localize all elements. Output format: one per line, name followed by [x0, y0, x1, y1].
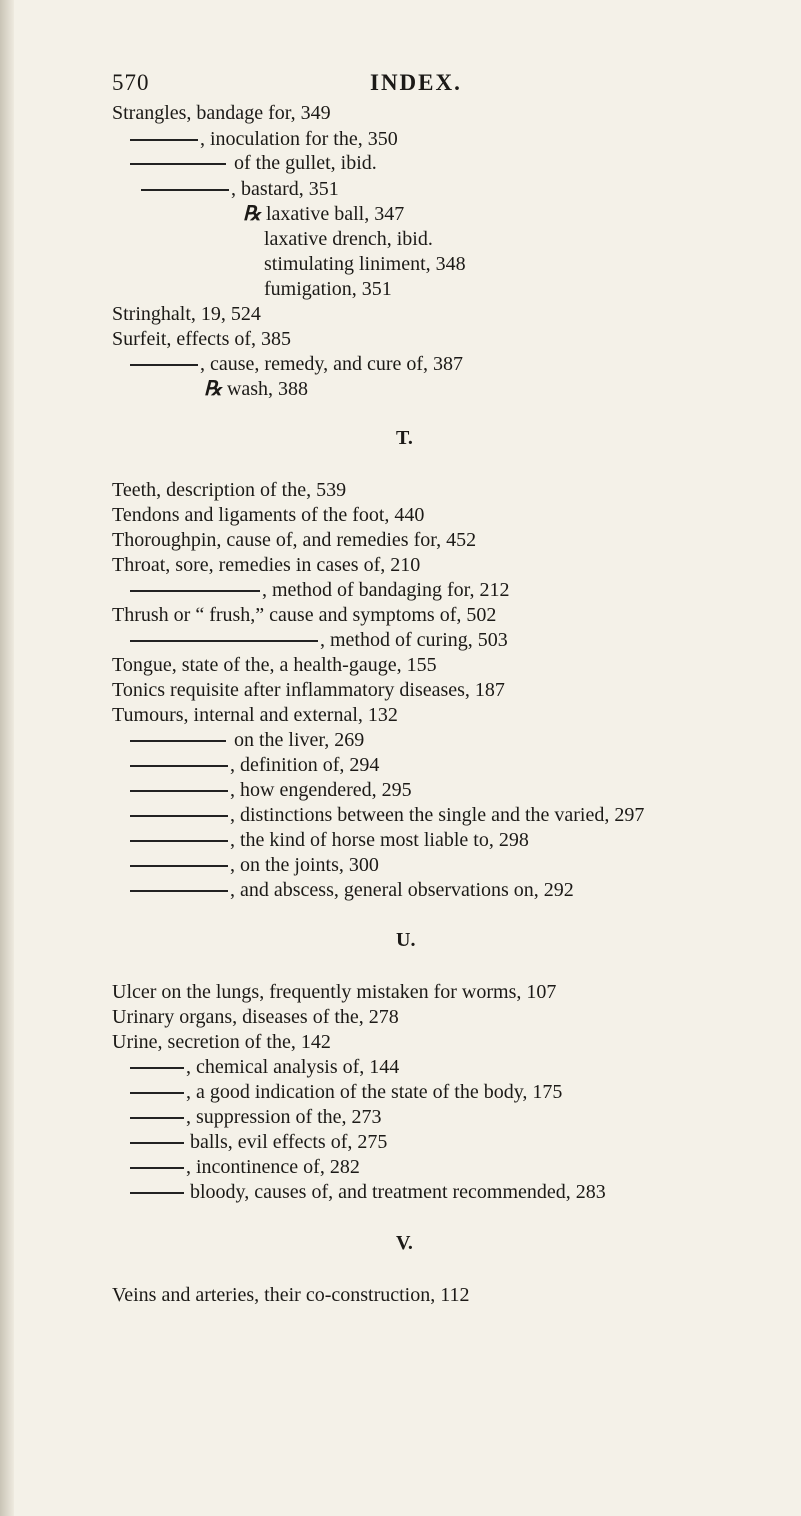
index-entry: Throat, sore, remedies in cases of, 210 — [112, 554, 421, 576]
ditto-dash — [141, 189, 229, 191]
ditto-dash — [130, 865, 228, 867]
index-entry: Thoroughpin, cause of, and remedies for, 452 — [112, 529, 477, 551]
index-entry: Teeth, description of the, 539 — [112, 479, 347, 501]
index-entry: Strangles, bandage for, 349 — [112, 102, 331, 124]
index-entry: of the gullet, ibid. — [130, 151, 377, 175]
recipe-symbol: ℞ — [243, 203, 261, 225]
index-entry: , method of bandaging for, 212 — [130, 578, 509, 602]
ditto-dash — [130, 640, 318, 642]
index-entry: , bastard, 351 — [141, 177, 339, 201]
page-number: 570 — [112, 70, 150, 95]
index-entry: Tendons and ligaments of the foot, 440 — [112, 504, 425, 526]
page-edge — [0, 0, 14, 1516]
index-entry: , method of curing, 503 — [130, 628, 508, 652]
ditto-dash — [130, 740, 226, 742]
index-entry: , the kind of horse most liable to, 298 — [130, 828, 529, 852]
index-entry: , suppression of the, 273 — [130, 1105, 382, 1129]
recipe-symbol: ℞ — [204, 378, 222, 400]
ditto-dash — [130, 840, 228, 842]
index-entry: , and abscess, general observations on, 292 — [130, 878, 574, 902]
ditto-dash — [130, 139, 198, 141]
ditto-dash — [130, 765, 228, 767]
ditto-dash — [130, 590, 260, 592]
index-entry: ℞ wash, 388 — [204, 378, 309, 400]
index-entry: fumigation, 351 — [264, 278, 392, 300]
index-entry: on the liver, 269 — [130, 728, 364, 752]
index-entry: Tongue, state of the, a health-gauge, 155 — [112, 654, 437, 676]
ditto-dash — [130, 890, 228, 892]
ditto-dash — [130, 790, 228, 792]
index-entry: Ulcer on the lungs, frequently mistaken for worms, 107 — [112, 981, 557, 1003]
section-letter: V. — [396, 1232, 413, 1254]
index-entry: , how engendered, 295 — [130, 778, 412, 802]
index-entry: bloody, causes of, and treatment recommended, 283 — [130, 1180, 606, 1204]
ditto-dash — [130, 1067, 184, 1069]
index-entry: , distinctions between the single and the varied, 297 — [130, 803, 644, 827]
index-entry: , definition of, 294 — [130, 753, 379, 777]
index-entry: , incontinence of, 282 — [130, 1155, 360, 1179]
index-entry: Tumours, internal and external, 132 — [112, 704, 398, 726]
index-entry: , chemical analysis of, 144 — [130, 1055, 399, 1079]
ditto-dash — [130, 1167, 184, 1169]
index-entry: Thrush or “ frush,” cause and symptoms of, 502 — [112, 604, 497, 626]
index-entry: ℞ laxative ball, 347 — [243, 203, 405, 225]
index-entry: stimulating liniment, 348 — [264, 253, 466, 275]
index-entry: Veins and arteries, their co-construction, 112 — [112, 1284, 470, 1306]
section-letter: U. — [396, 929, 416, 951]
page-title: INDEX. — [370, 70, 462, 95]
ditto-dash — [130, 1142, 184, 1144]
index-entry: , on the joints, 300 — [130, 853, 379, 877]
index-entry: , a good indication of the state of the body, 175 — [130, 1080, 562, 1104]
index-entry: Surfeit, effects of, 385 — [112, 328, 292, 350]
ditto-dash — [130, 1092, 184, 1094]
index-entry: Urine, secretion of the, 142 — [112, 1031, 331, 1053]
ditto-dash — [130, 815, 228, 817]
ditto-dash — [130, 163, 226, 165]
index-entry: laxative drench, ibid. — [264, 228, 433, 250]
ditto-dash — [130, 1117, 184, 1119]
ditto-dash — [130, 364, 198, 366]
index-entry: , cause, remedy, and cure of, 387 — [130, 352, 463, 376]
ditto-dash — [130, 1192, 184, 1194]
index-entry: , inoculation for the, 350 — [130, 127, 398, 151]
index-entry: Stringhalt, 19, 524 — [112, 303, 261, 325]
section-letter: T. — [396, 427, 413, 449]
index-entry: Urinary organs, diseases of the, 278 — [112, 1006, 399, 1028]
index-entry: balls, evil effects of, 275 — [130, 1130, 387, 1154]
index-entry: Tonics requisite after inflammatory diseases, 187 — [112, 679, 505, 701]
